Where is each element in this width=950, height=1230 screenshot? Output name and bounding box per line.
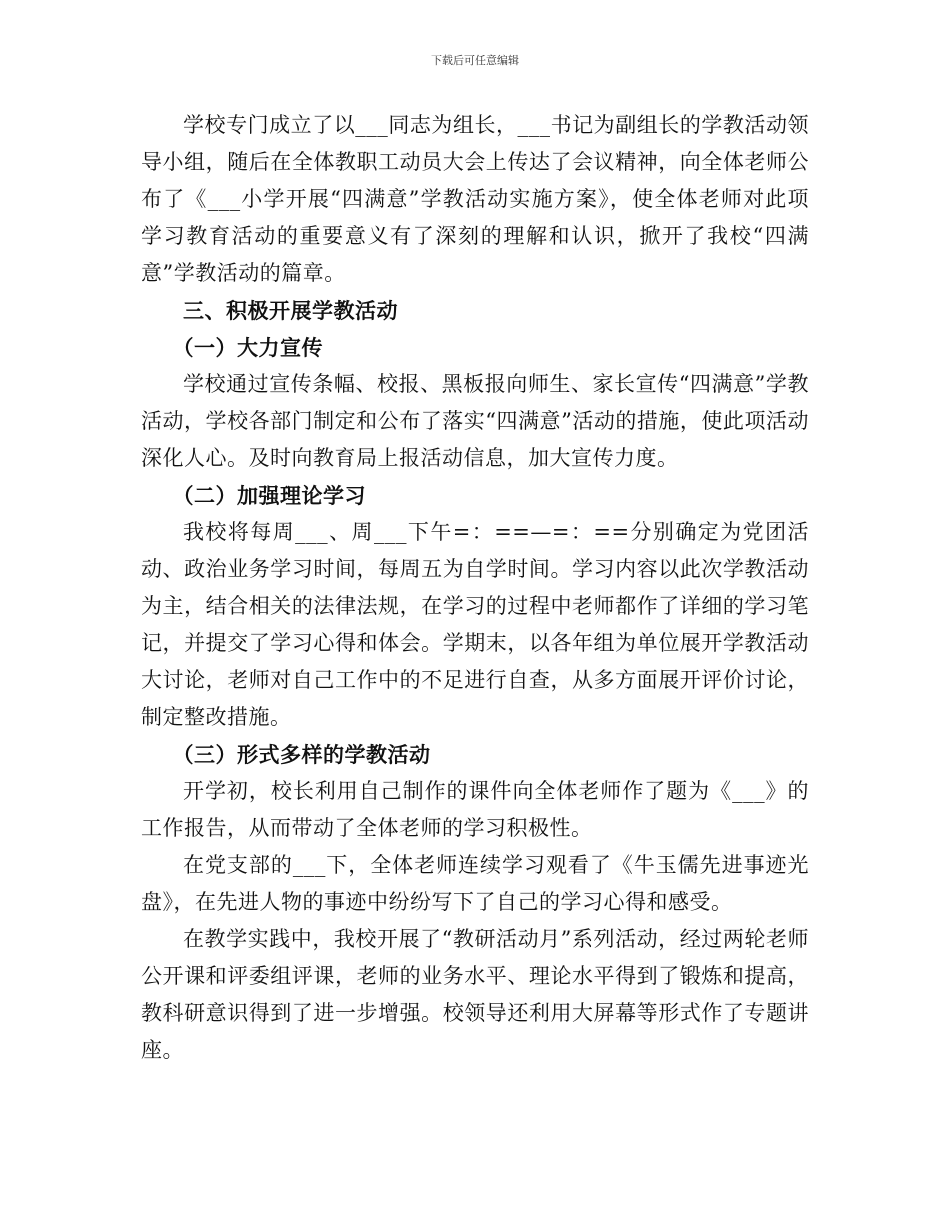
document-body <box>141 107 809 1069</box>
paragraph-work-report: 开学初，校长利用自己制作的课件向全体老师作了题为《___》的工作报告，从而带动了全体老师的学习积极性。 <box>141 779 809 840</box>
paragraph-teaching-research: 在教学实践中，我校开展了“教研活动月”系列活动，经过两轮老师公开课和评委组评课，老师的业务水平、理论水平得到了锻炼和提高，教科研意识得到了进一步增强。校领导还利用大屏幕等形式作了专题讲座。 <box>141 927 809 1062</box>
paragraph-publicity: 学校通过宣传条幅、校报、黑板报向师生、家长宣传“四满意”学教活动，学校各部门制定和公布了落实“四满意”活动的措施，使此项活动深化人心。及时向教育局上报活动信息，加大宣传力度。 <box>141 372 809 470</box>
paragraph-party-branch: 在党支部的___下，全体老师连续学习观看了《牛玉儒先进事迹光盘》，在先进人物的事迹中纷纷写下了自己的学习心得和感受。 <box>141 853 809 914</box>
paragraph-theory-study: 我校将每周___、周___下午=：==—=：==分别确定为党团活动、政治业务学习时间，每周五为自学时间。学习内容以此次学教活动为主，结合相关的法律法规，在学习的过程中老师都作了详细的学习笔记，并提交了学习心得和体会。学期末，以各年组为单位展开学教活动大讨论，老师对自己工作中的不足进行自查，从多方面展开评价讨论，制定整改措施。 <box>141 520 809 729</box>
subheading-publicity: （一）大力宣传 <box>172 335 323 360</box>
page-header: 下载后可任意编辑 <box>431 54 519 67</box>
paragraph-leadership-group: 学校专门成立了以___同志为组长，___书记为副组长的学教活动领导小组，随后在全体教职工动员大会上传达了会议精神，向全体老师公布了《___小学开展“四满意”学教活动实施方案》，使全体老师对此项学习教育活动的重要意义有了深刻的理解和认识，掀开了我校“四满意”学教活动的篇章。 <box>141 113 809 285</box>
section-heading-activities: 三、积极开展学教活动 <box>183 298 398 323</box>
subheading-theory-study: （二）加强理论学习 <box>172 483 366 508</box>
subheading-diverse-activities: （三）形式多样的学教活动 <box>172 742 431 767</box>
